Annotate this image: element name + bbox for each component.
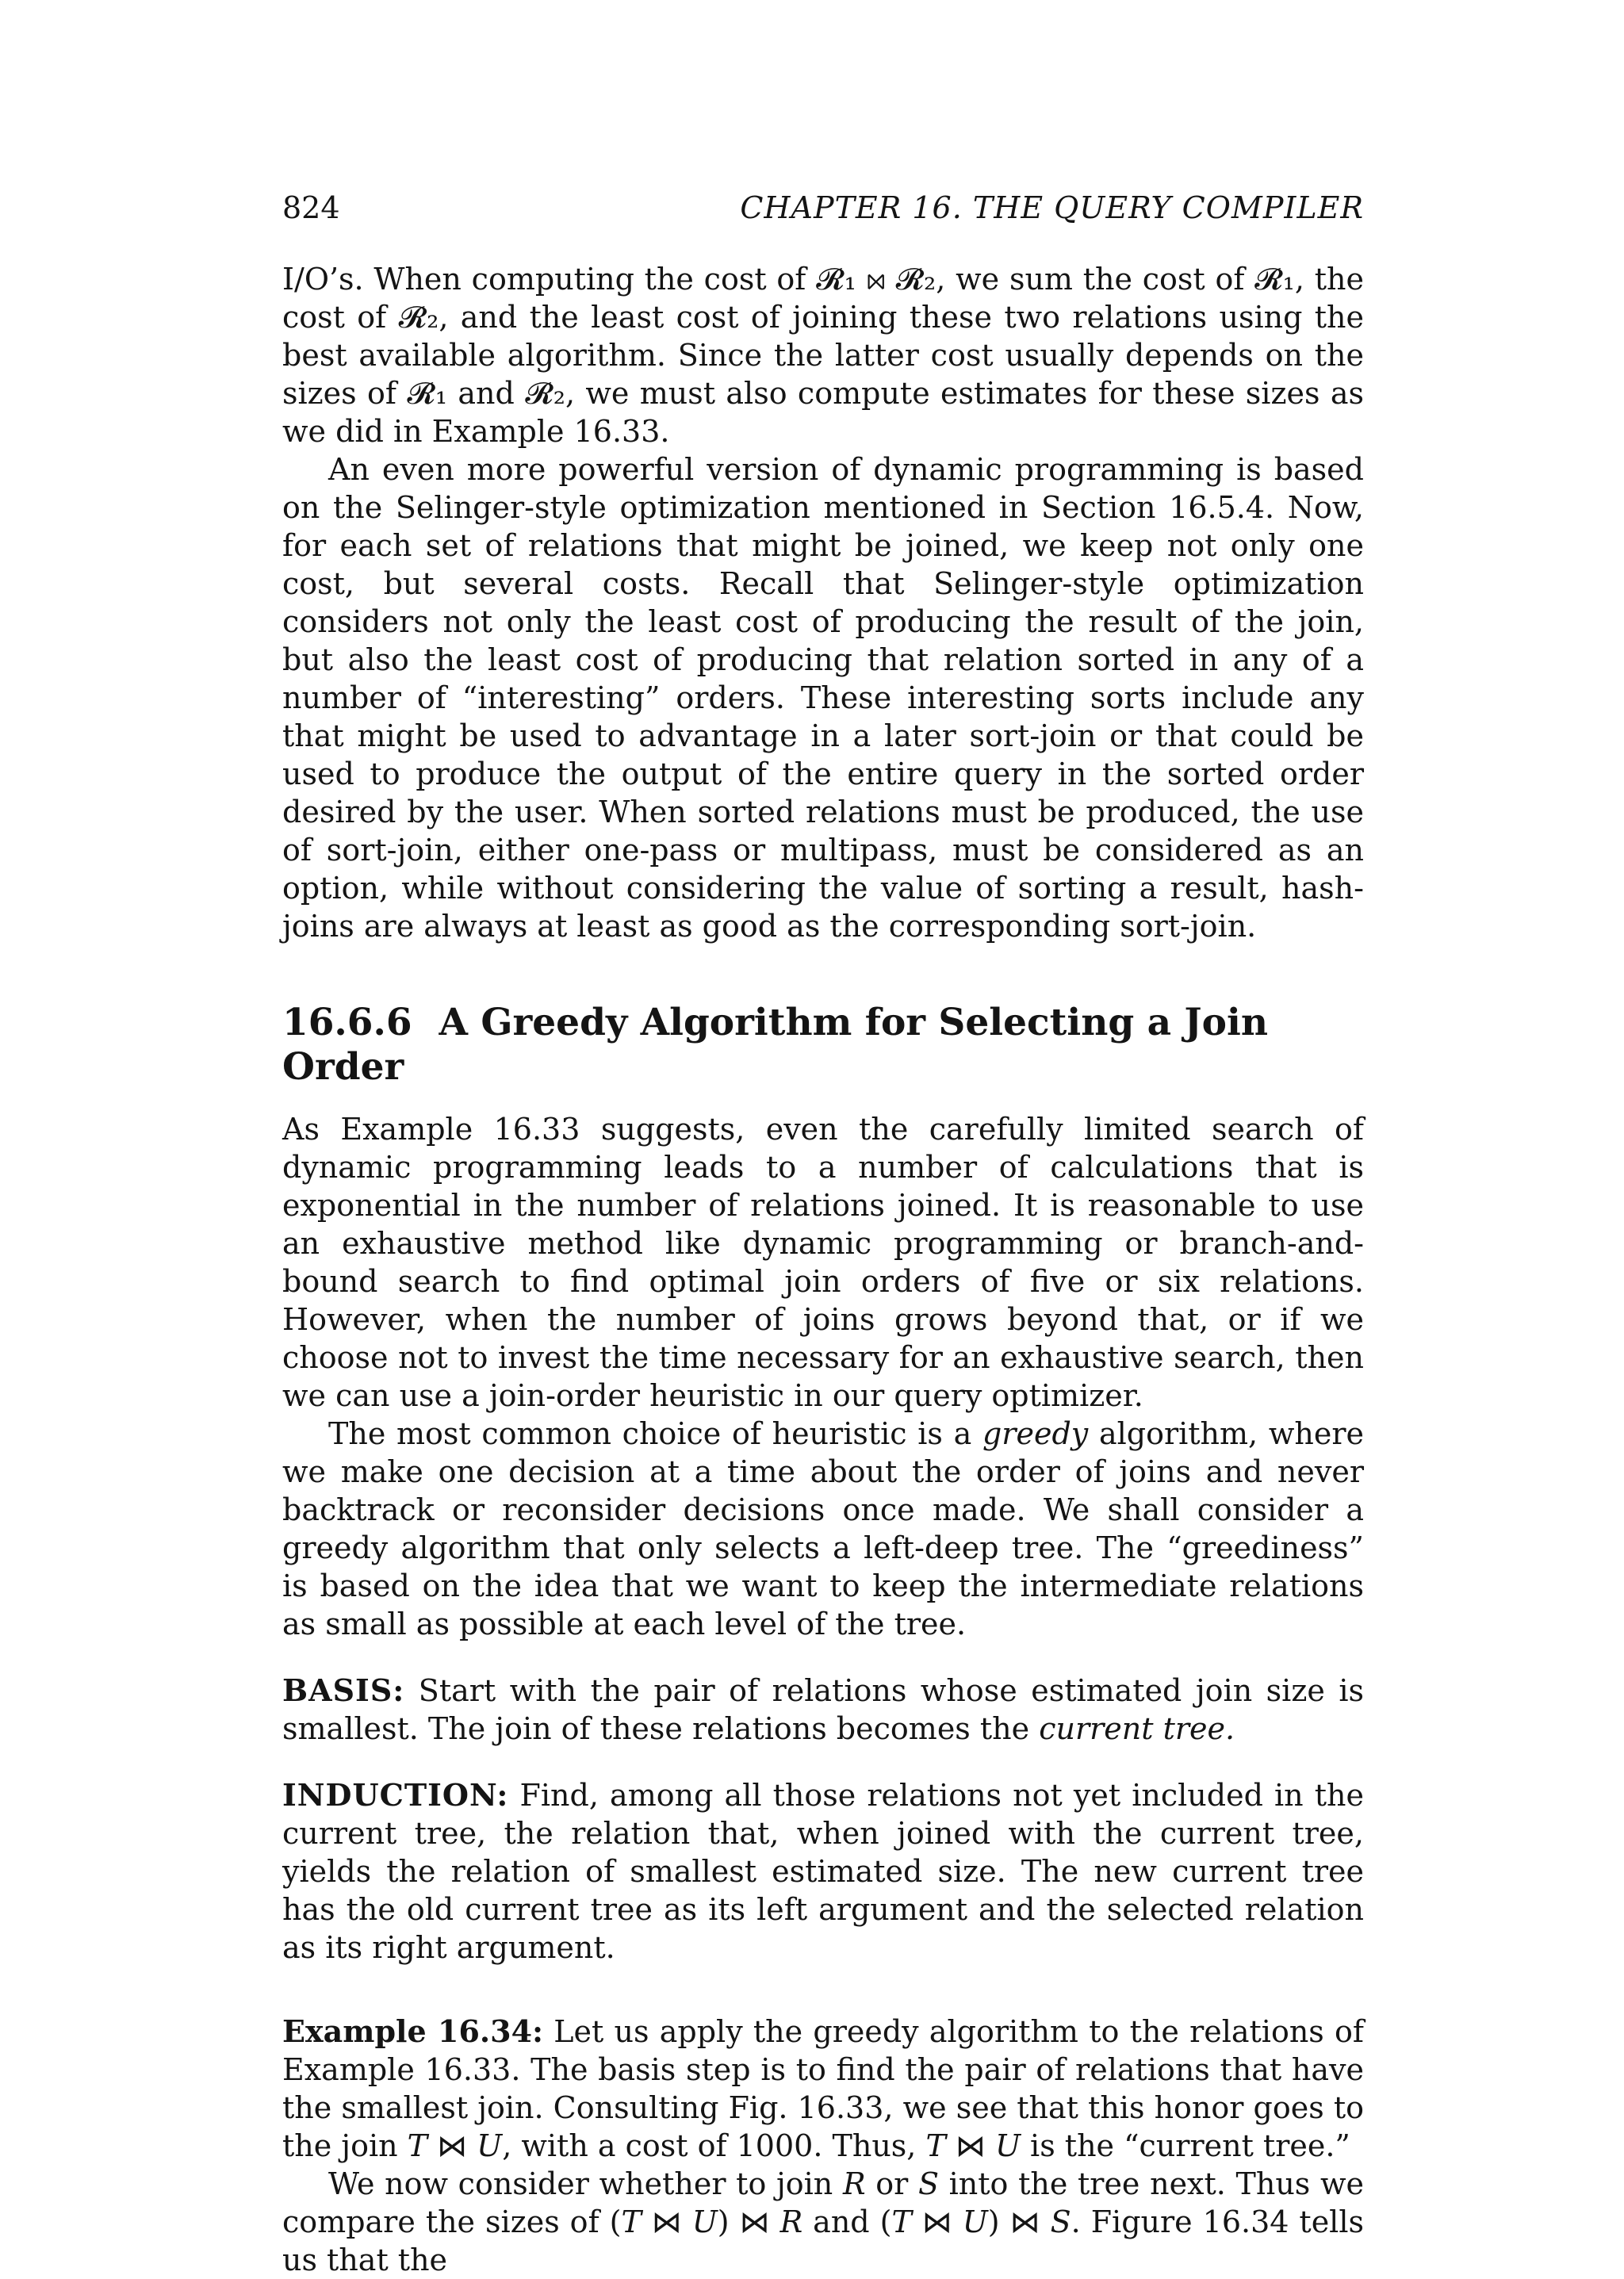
section-title: A Greedy Algorithm for Selecting a Join Order [282,1001,1269,1089]
greedy-emphasis: greedy [982,1416,1089,1451]
paragraph-2: An even more powerful version of dynamic programming is based on the Selinger-style optimization mentioned in Section 16.5.4. Now, for each set of relations that might be joined, we keep not only one cost, but several costs. Recall that Selinger-style optimization considers not only the least cost of producing the result of the join, but also the least cost of producing that relation sorted in any of a number of “interesting” orders. These interesting sorts include any that might be used to advantage in a later sort-join or that could be used to produce the output of the entire query in the sorted order desired by the user. When sorted relations must be produced, the use of sort-join, either one-pass or multipass, must be considered as an option, while without considering the value of sorting a result, hash-joins are always at least as good as the corresponding sort-join. [282,452,1364,944]
basis-label: BASIS: [282,1672,405,1708]
page-number: 824 [282,190,340,225]
section-number: 16.6.6 [282,1001,412,1044]
example-paragraph [282,2013,1364,2165]
example-text: Let us apply the greedy algorithm to the relations of Example 16.33. The basis step is to find the pair of relations that have the smallest join. Consulting Fig. 16.33, we see that this honor goes to the join 𝑇 ⋈ 𝑈, with a cost of 1000. Thus, 𝑇 ⋈ 𝑈 is the “current tree.” [282,2014,1364,2163]
paragraph-4 [282,1415,1364,1643]
example-label: Example 16.34: [282,2013,544,2049]
paragraph-6: We now consider whether to join 𝑅 or 𝑆 into the tree next. Thus we compare the sizes of (𝑇 ⋈ 𝑈) ⋈ 𝑅 and (𝑇 ⋈ 𝑈) ⋈ 𝑆. Figure 16.34 tells us that the [282,2166,1364,2277]
page [282,190,1364,2279]
basis-text: Start with the pair of relations whose estimated join size is smallest. The join of these relations becomes the [282,1673,1364,1746]
section-heading [282,1001,1364,1090]
basis-paragraph [282,1672,1364,1748]
paragraph-3: As Example 16.33 suggests, even the carefully limited search of dynamic programming leads to a number of calculations that is exponential in the number of relations joined. It is reasonable to use an exhaustive method like dynamic programming or branch-and-bound search to find optimal join orders of five or six relations. However, when the number of joins grows beyond that, or if we choose not to invest the time necessary for an exhaustive search, then we can use a join-order heuristic in our query optimizer. [282,1112,1364,1413]
induction-label: INDUCTION: [282,1777,509,1813]
induction-text: Find, among all those relations not yet included in the current tree, the relation that, when joined with the current tree, yields the relation of smallest estimated size. The new current tree has the old current tree as its left argument and the selected relation as its right argument. [282,1778,1364,1965]
current-tree-emphasis: current tree. [1039,1711,1235,1746]
paragraph-1: I/O’s. When computing the cost of 𝓡₁ ⋈ 𝓡₂, we sum the cost of 𝓡₁, the cost of 𝓡₂, and the least cost of joining these two relations using the best available algorithm. Since the latter cost usually depends on the sizes of 𝓡₁ and 𝓡₂, we must also compute estimates for these sizes as we did in Example 16.33. [282,262,1364,449]
chapter-title: CHAPTER 16. THE QUERY COMPILER [740,190,1364,225]
paragraph-4-text-b: algorithm, where we make one decision at a time about the order of joins and never backtrack or reconsider decisions once made. We shall consider a greedy algorithm that only selects a left-deep tree. The “greediness” is based on the idea that we want to keep the intermediate relations as small as possible at each level of the tree. [282,1416,1364,1641]
induction-paragraph [282,1776,1364,1967]
paragraph-4-text-a: The most common choice of heuristic is a [328,1416,982,1451]
running-header [282,190,1364,225]
